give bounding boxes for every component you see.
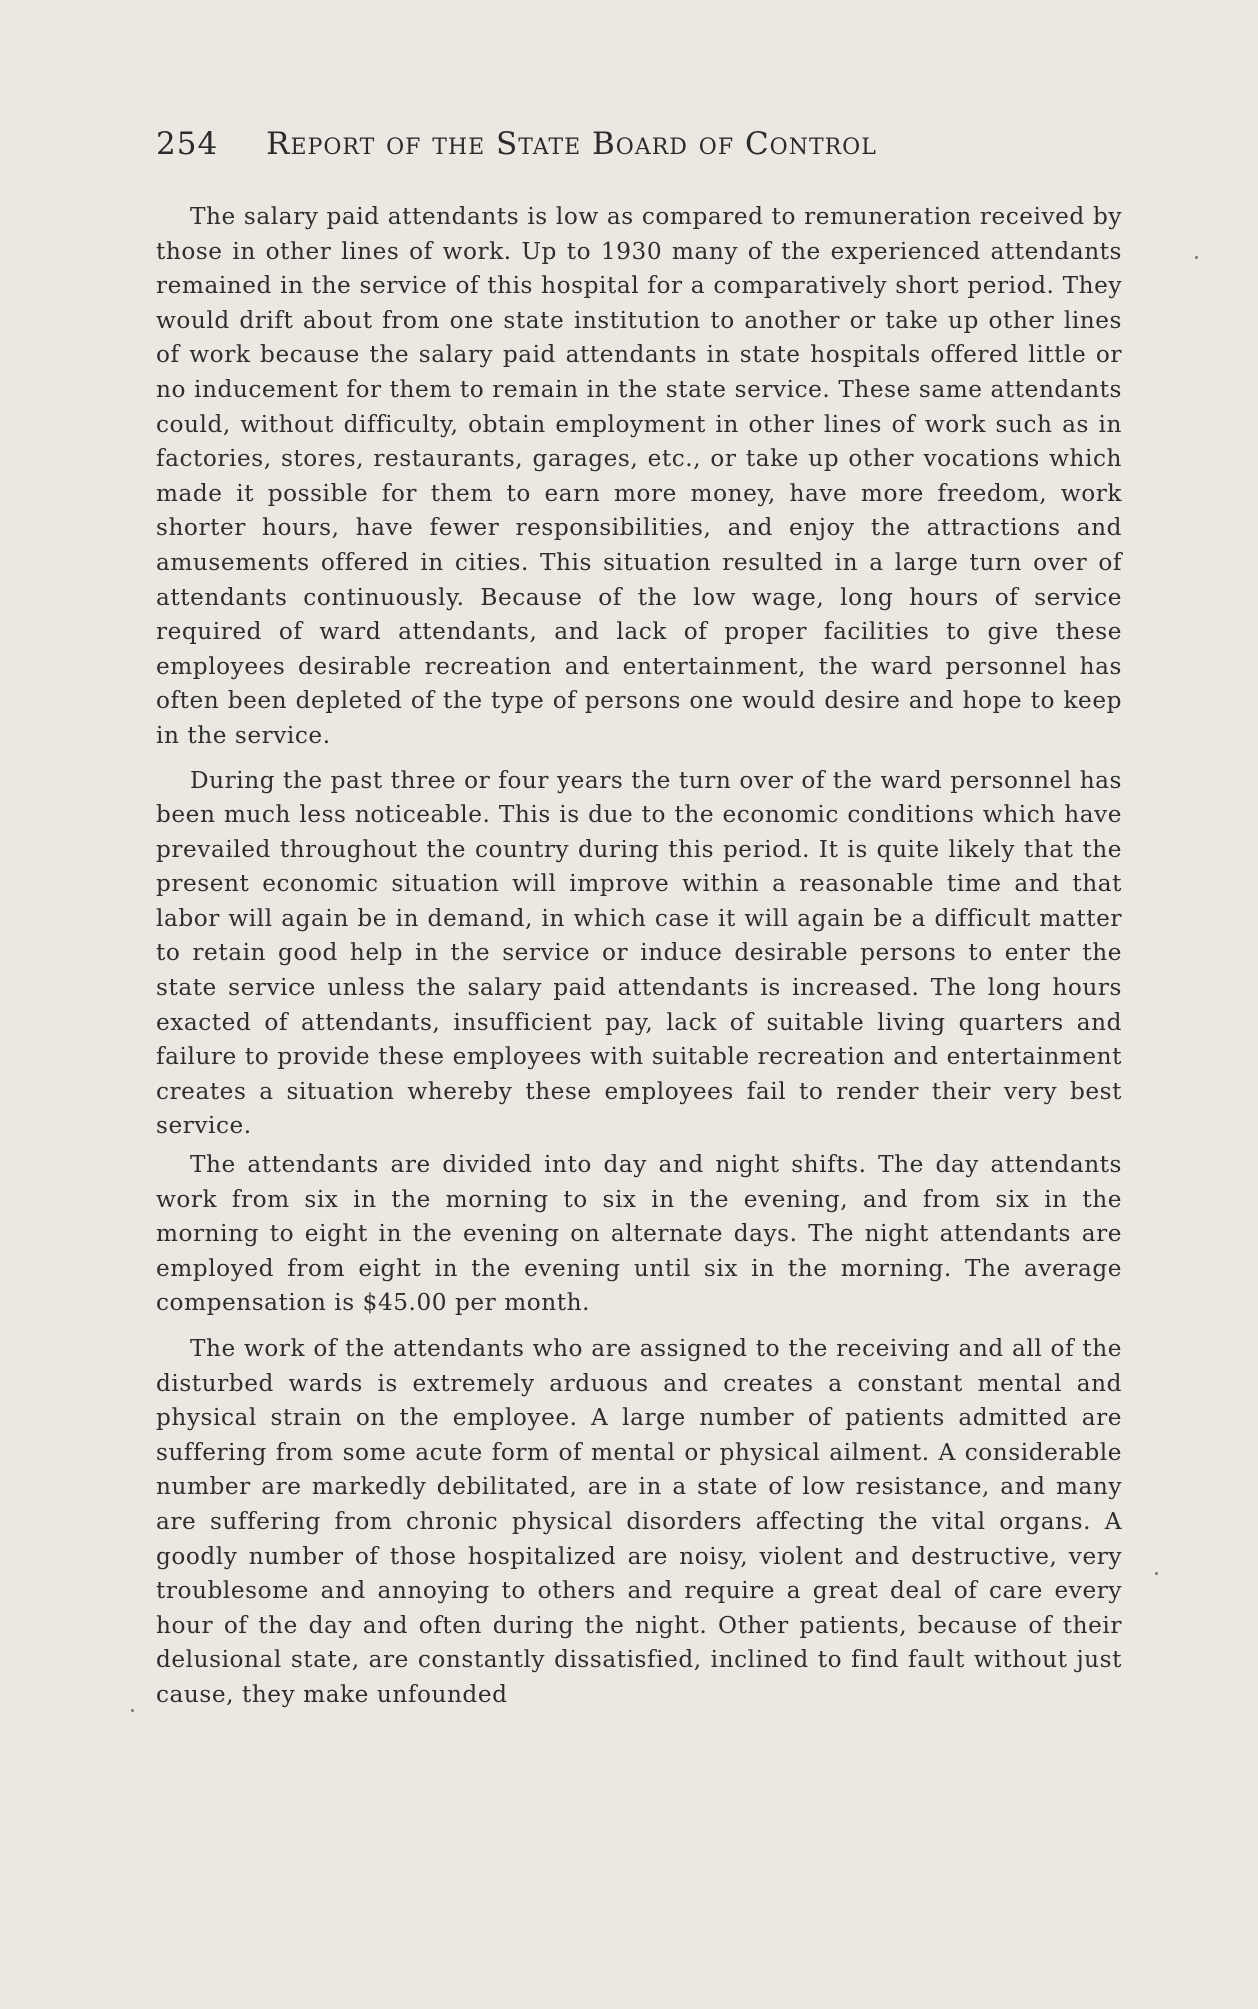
paragraph: The salary paid attendants is low as compared to remuneration received by those in other lines of work. Up to 1930 many of the experienced attendants remained in the service of this hospital for a comparatively short period. They would drift about from one state institution to another or take up other lines of work because the salary paid attendants in state hospitals offered little or no inducement for them to remain in the state service. These same attendants could, without difficulty, obtain employment in other lines of work such as in factories, stores, restaurants, garages, etc., or take up other vocations which made it possible for them to earn more money, have more freedom, work shorter hours, have fewer responsibilities, and enjoy the attractions and amusements offered in cities. This situation resulted in a large turn over of attendants continuously. Because of the low wage, long hours of service required of ward attendants, and lack of proper facilities to give these employees desirable recreation and entertainment, the ward personnel has often been depleted of the type of persons one would desire and hope to keep in the service. [156,203,1122,749]
page-header [156,124,1116,164]
body-text [156,200,1122,1713]
running-title: Report of the State Board of Control [266,126,877,162]
page-number: 254 [156,126,219,162]
paragraph: During the past three or four years the turn over of the ward personnel has been much less noticeable. This is due to the economic conditions which have prevailed throughout the country during this period. It is quite likely that the present economic situation will improve within a reasonable time and that labor will again be in demand, in which case it will again be a difficult matter to retain good help in the service or induce desirable persons to enter the state service unless the salary paid attendants is increased. The long hours exacted of attendants, insufficient pay, lack of suitable living quarters and failure to provide these employees with suitable recreation and entertainment creates a situation whereby these employees fail to render their very best service. [156,766,1122,1140]
paragraph: The work of the attendants who are assigned to the receiving and all of the disturbed wards is extremely arduous and creates a constant mental and physical strain on the employee. A large number of patients admitted are suffering from some acute form of mental or physical ailment. A considerable number are markedly debilitated, are in a state of low resistance, and many are suffering from chronic physical disorders affecting the vital organs. A goodly number of those hospitalized are noisy, violent and destructive, very troublesome and annoying to others and require a great deal of care every hour of the day and often during the night. Other patients, because of their delusional state, are constantly dissatisfied, inclined to find fault without just cause, they make unfounded [156,1335,1122,1708]
scan-speck [131,1709,134,1712]
paragraph: The attendants are divided into day and night shifts. The day attendants work from six in the morning to six in the evening, and from six in the morning to eight in the evening on alternate days. The night attendants are employed from eight in the evening until six in the morning. The average compensation is $45.00 per month. [156,1151,1122,1317]
scan-speck [1195,256,1198,259]
scan-speck [1155,1572,1158,1575]
